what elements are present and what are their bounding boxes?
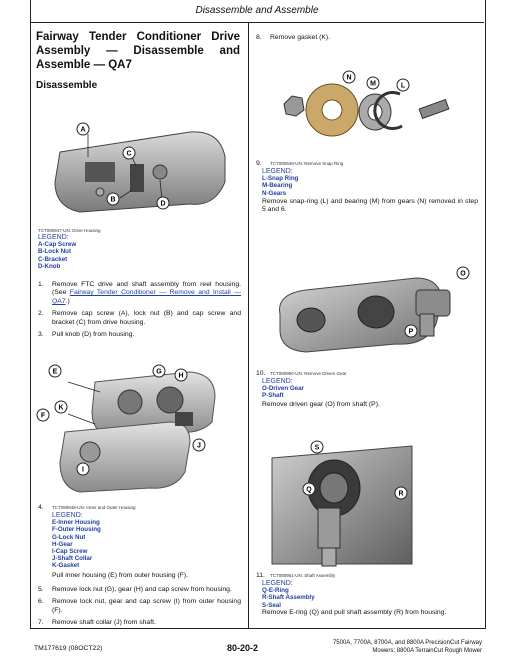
callout-p xyxy=(404,324,418,338)
step-2: 2. Remove cap screw (A), lock nut (B) and cap screw and bracket (C) from drive housing. xyxy=(38,310,241,326)
svg-text:Q: Q xyxy=(306,486,312,494)
step-9: 9. TCT080949-UN: Remove Snap Ring xyxy=(256,160,478,168)
svg-text:K: K xyxy=(58,404,64,412)
step-10: 10. TCT080950-UN: Remove Driven Gear xyxy=(256,370,478,378)
callout-e xyxy=(48,364,62,378)
callout-n xyxy=(342,70,356,84)
legend-item: E-Inner Housing xyxy=(52,519,100,527)
inner-outer-housing-illustration xyxy=(40,362,240,500)
caption-drive-housing: TCT080947-UN: Drive Housing xyxy=(38,228,101,233)
caption-snap-ring: TCT080949-UN: Remove Snap Ring xyxy=(270,161,344,166)
steps-5-7 xyxy=(38,586,241,632)
step-11: 11. TCT080951-UN: Shaft Assembly xyxy=(256,572,478,580)
callout-m xyxy=(366,76,380,90)
svg-text:M: M xyxy=(370,80,376,88)
callout-a xyxy=(76,122,90,136)
legend-driven-gear: LEGEND: O-Driven Gear P-Shaft xyxy=(262,378,304,400)
legend-item: P-Shaft xyxy=(262,392,284,400)
caption-shaft-assembly: TCT080951-UN: Shaft Assembly xyxy=(270,573,336,578)
legend-snap-ring: LEGEND: L-Snap Ring M-Bearing N-Gears xyxy=(262,168,299,197)
step-9-text: Remove snap-ring (L) and bearing (M) from gears (N) removed in step 5 and 6. xyxy=(262,198,478,214)
svg-text:I: I xyxy=(82,466,84,474)
legend-item: B-Lock Nut xyxy=(38,248,71,256)
figure-snap-ring xyxy=(270,64,470,154)
step-1: 1. Remove FTC drive and shaft assembly from reel housing. (See Fairway Tender Conditioner — Remove and Install — QA7.) xyxy=(38,281,242,305)
svg-text:B: B xyxy=(110,196,116,204)
legend-item: C-Bracket xyxy=(38,255,68,263)
page-header: Disassemble and Assemble xyxy=(30,0,484,23)
legend-shaft-assembly: LEGEND: Q-E-Ring R-Shaft Assembly S-Seal xyxy=(262,580,315,609)
svg-text:G: G xyxy=(156,368,162,376)
figure-shaft-assembly xyxy=(262,438,476,568)
legend-item: N-Gears xyxy=(262,189,287,197)
legend-item: A-Cap Screw xyxy=(38,241,77,249)
callout-o xyxy=(456,266,470,280)
section-title: Fairway Tender Conditioner Drive Assembly — Disassemble and Assemble — QA7 xyxy=(36,31,240,71)
step-7: 7. Remove shaft collar (J) from shaft. xyxy=(38,619,156,627)
svg-text:R: R xyxy=(398,490,404,498)
step-4: 4. TCT080948-UN: Inner and Outer Housing xyxy=(38,504,241,512)
step-5: 5. Remove lock nut (G), gear (H) and cap screw from housing. xyxy=(38,586,232,593)
legend-drive-housing xyxy=(38,234,76,270)
legend-item: K-Gasket xyxy=(52,562,80,570)
legend-item: H-Gear xyxy=(52,540,73,548)
svg-text:N: N xyxy=(346,74,352,82)
legend-item: J-Shaft Collar xyxy=(52,555,93,563)
legend-item: S-Seal xyxy=(262,601,281,609)
figure-inner-outer-housing xyxy=(40,362,240,500)
footer-doc-id: TM177619 (08OCT22) xyxy=(34,645,103,652)
drive-housing-illustration xyxy=(40,112,240,222)
step-11-text: Remove E-ring (Q) and pull shaft assembly (R) from housing. xyxy=(262,609,447,616)
legend-item: M-Bearing xyxy=(262,182,293,190)
svg-text:F: F xyxy=(40,412,46,420)
step-3: 3. Pull knob (D) from housing. xyxy=(38,331,135,339)
svg-text:C: C xyxy=(126,150,132,158)
steps-1-3 xyxy=(38,281,241,343)
legend-item: G-Lock Nut xyxy=(52,533,86,541)
shaft-assembly-illustration xyxy=(262,438,476,568)
callout-b xyxy=(106,192,120,206)
callout-f xyxy=(36,408,50,422)
callout-k xyxy=(54,400,68,414)
callout-h xyxy=(174,368,188,382)
svg-text:A: A xyxy=(80,126,86,134)
svg-text:E: E xyxy=(52,368,58,376)
caption-driven-gear: TCT080950-UN: Remove Driven Gear xyxy=(270,371,347,376)
caption-inner-outer: TCT080948-UN: Inner and Outer Housing xyxy=(52,505,136,510)
step-4-text: Pull inner housing (E) from outer housing (F). xyxy=(52,572,188,579)
step-10-text: Remove driven gear (O) from shaft (P). xyxy=(262,401,380,408)
svg-text:S: S xyxy=(314,444,320,452)
callout-d xyxy=(156,196,170,210)
figure-drive-housing xyxy=(40,112,240,222)
step-6: 6. Remove lock nut, gear and cap screw (I) from outer housing (F). xyxy=(38,598,241,614)
footer-model-list: 7500A, 7700A, 8700A, and 8800A PrecisionCut Fairway Mowers; 8800A TerrainCut Rough Mower xyxy=(332,640,482,654)
subhead-disassemble: Disassemble xyxy=(36,80,98,91)
legend-item: R-Shaft Assembly xyxy=(262,594,315,602)
figure-driven-gear xyxy=(266,264,476,364)
callout-c xyxy=(122,146,136,160)
svg-text:L: L xyxy=(400,82,406,90)
svg-text:P: P xyxy=(408,328,414,336)
legend-item: L-Snap Ring xyxy=(262,175,299,183)
svg-text:D: D xyxy=(160,200,166,208)
svg-text:J: J xyxy=(197,442,201,450)
step-8: 8. Remove gasket (K). xyxy=(256,34,331,41)
callout-j xyxy=(192,438,206,452)
callout-s xyxy=(310,440,324,454)
callout-i xyxy=(76,462,90,476)
svg-text:H: H xyxy=(178,372,184,380)
legend-item: I-Cap Screw xyxy=(52,548,88,556)
callout-l xyxy=(396,78,410,92)
remove-install-link[interactable]: Fairway Tender Conditioner — Remove and Install — QA7 xyxy=(52,289,242,305)
svg-text:O: O xyxy=(460,270,466,278)
legend-item: F-Outer Housing xyxy=(52,526,101,534)
driven-gear-illustration xyxy=(266,264,476,364)
callout-g xyxy=(152,364,166,378)
legend-item: Q-E-Ring xyxy=(262,587,289,595)
callout-r xyxy=(394,486,408,500)
legend-item: D-Knob xyxy=(38,262,61,270)
footer-page-number: 80-20-2 xyxy=(227,643,259,653)
column-divider xyxy=(248,22,249,628)
callout-q xyxy=(302,482,316,496)
legend-inner-outer: LEGEND: E-Inner Housing F-Outer Housing G-Lock Nut H-Gear I-Cap Screw J-Shaft Collar K-Gasket xyxy=(52,512,101,570)
legend-title: LEGEND: xyxy=(38,234,69,241)
legend-item: O-Driven Gear xyxy=(262,385,304,393)
